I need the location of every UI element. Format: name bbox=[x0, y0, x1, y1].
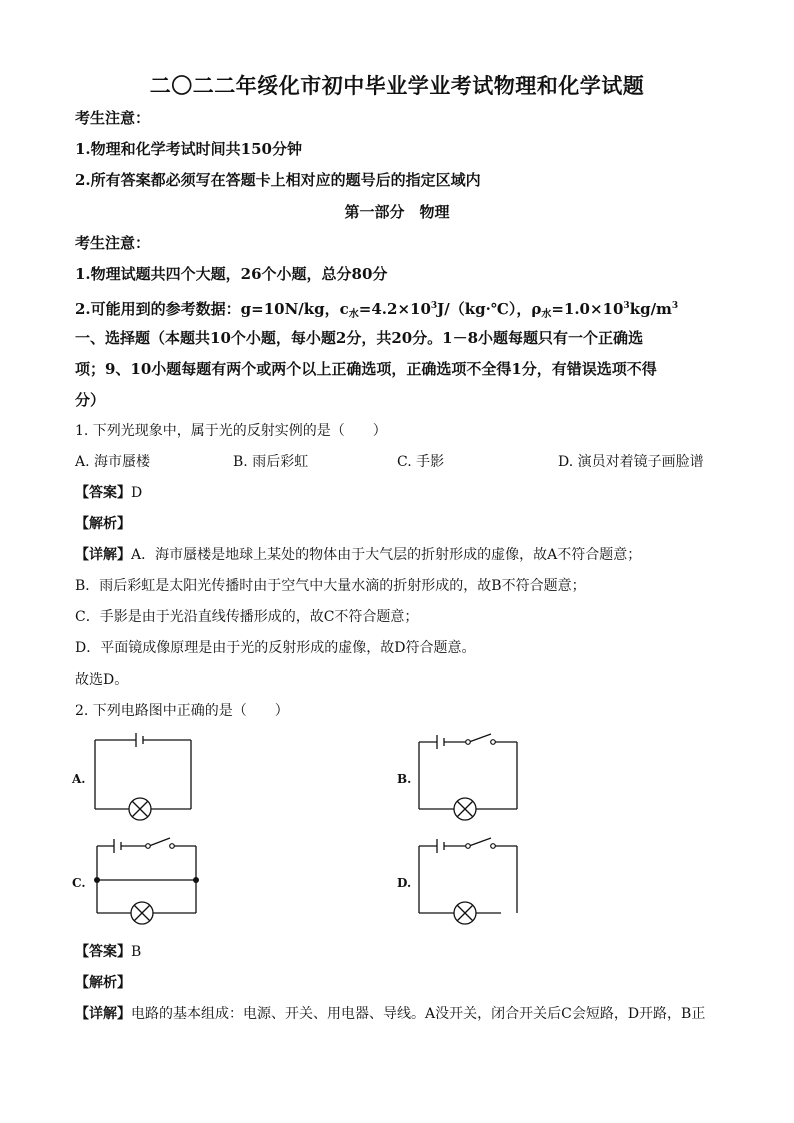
part-heading-line: 一、选择题（本题共10个小题，每小题2分，共20分。1－8小题每题只有一个正确选 bbox=[75, 329, 644, 347]
circuit-b-label: B. bbox=[397, 772, 412, 786]
option-d: D. 演员对着镜子画脸谱 bbox=[558, 454, 704, 470]
detail-line: C．手影是由于光沿直线传播形成的，故C不符合题意； bbox=[75, 609, 419, 625]
detail-line: B．雨后彩虹是太阳光传播时由于空气中大量水滴的折射形成的，故B不符合题意； bbox=[75, 578, 586, 594]
page-title: 二〇二二年绥化市初中毕业学业考试物理和化学试题 bbox=[149, 73, 645, 98]
analysis-tag: 【解析】 bbox=[75, 975, 131, 991]
detail-line: 故选D。 bbox=[75, 672, 129, 688]
circuit-a-label: A. bbox=[72, 772, 86, 786]
circuit-c-label: C. bbox=[72, 876, 86, 890]
question-1-stem: 1. 下列光现象中，属于光的反射实例的是（ ） bbox=[75, 423, 387, 439]
circuit-b-diagram bbox=[413, 730, 528, 825]
question-2-stem: 2. 下列电路图中正确的是（ ） bbox=[75, 703, 289, 719]
detail-line: D．平面镜成像原理是由于光的反射形成的虚像，故D符合题意。 bbox=[75, 640, 476, 656]
answer-line: 【答案】B bbox=[75, 944, 142, 960]
part-heading-line: 项；9、10小题每题有两个或两个以上正确选项，正确选项不全得1分，有错误选项不得 bbox=[75, 360, 657, 378]
circuit-d-label: D. bbox=[397, 876, 412, 890]
part-heading-line: 分） bbox=[75, 391, 106, 409]
circuit-c-diagram bbox=[90, 833, 205, 933]
detail-line: 【详解】A．海市蜃楼是地球上某处的物体由于大气层的折射形成的虚像，故A不符合题意； bbox=[75, 547, 642, 563]
option-b: B. 雨后彩虹 bbox=[233, 454, 309, 470]
notice-item: 2.所有答案都必须写在答题卡上相对应的题号后的指定区域内 bbox=[75, 171, 481, 189]
reference-data: 2.可能用到的参考数据：g=10N/kg，$c_水=4.2\times 10^3J/(kg\cdot℃)$，$\rho_水=1.0\times 10^3kg/m^3$ bbox=[75, 300, 679, 320]
option-a: A. 海市蜃楼 bbox=[75, 454, 151, 470]
analysis-tag: 【解析】 bbox=[75, 516, 131, 532]
section-title: 第一部分 物理 bbox=[344, 203, 450, 221]
circuit-d-diagram bbox=[413, 833, 528, 933]
option-c: C. 手影 bbox=[397, 454, 445, 470]
physics-notice-heading: 考生注意： bbox=[75, 234, 151, 252]
physics-notice-item: 1.物理试题共四个大题，26个小题，总分80分 bbox=[75, 265, 388, 283]
circuit-a-diagram bbox=[90, 730, 200, 825]
notice-heading: 考生注意： bbox=[75, 109, 151, 127]
detail-line: 【详解】电路的基本组成：电源、开关、用电器、导线。A没开关，闭合开关后C会短路，D开路，B正 bbox=[75, 1006, 706, 1022]
notice-item: 1.物理和化学考试时间共150分钟 bbox=[75, 140, 302, 158]
answer-line: 【答案】D bbox=[75, 485, 143, 501]
